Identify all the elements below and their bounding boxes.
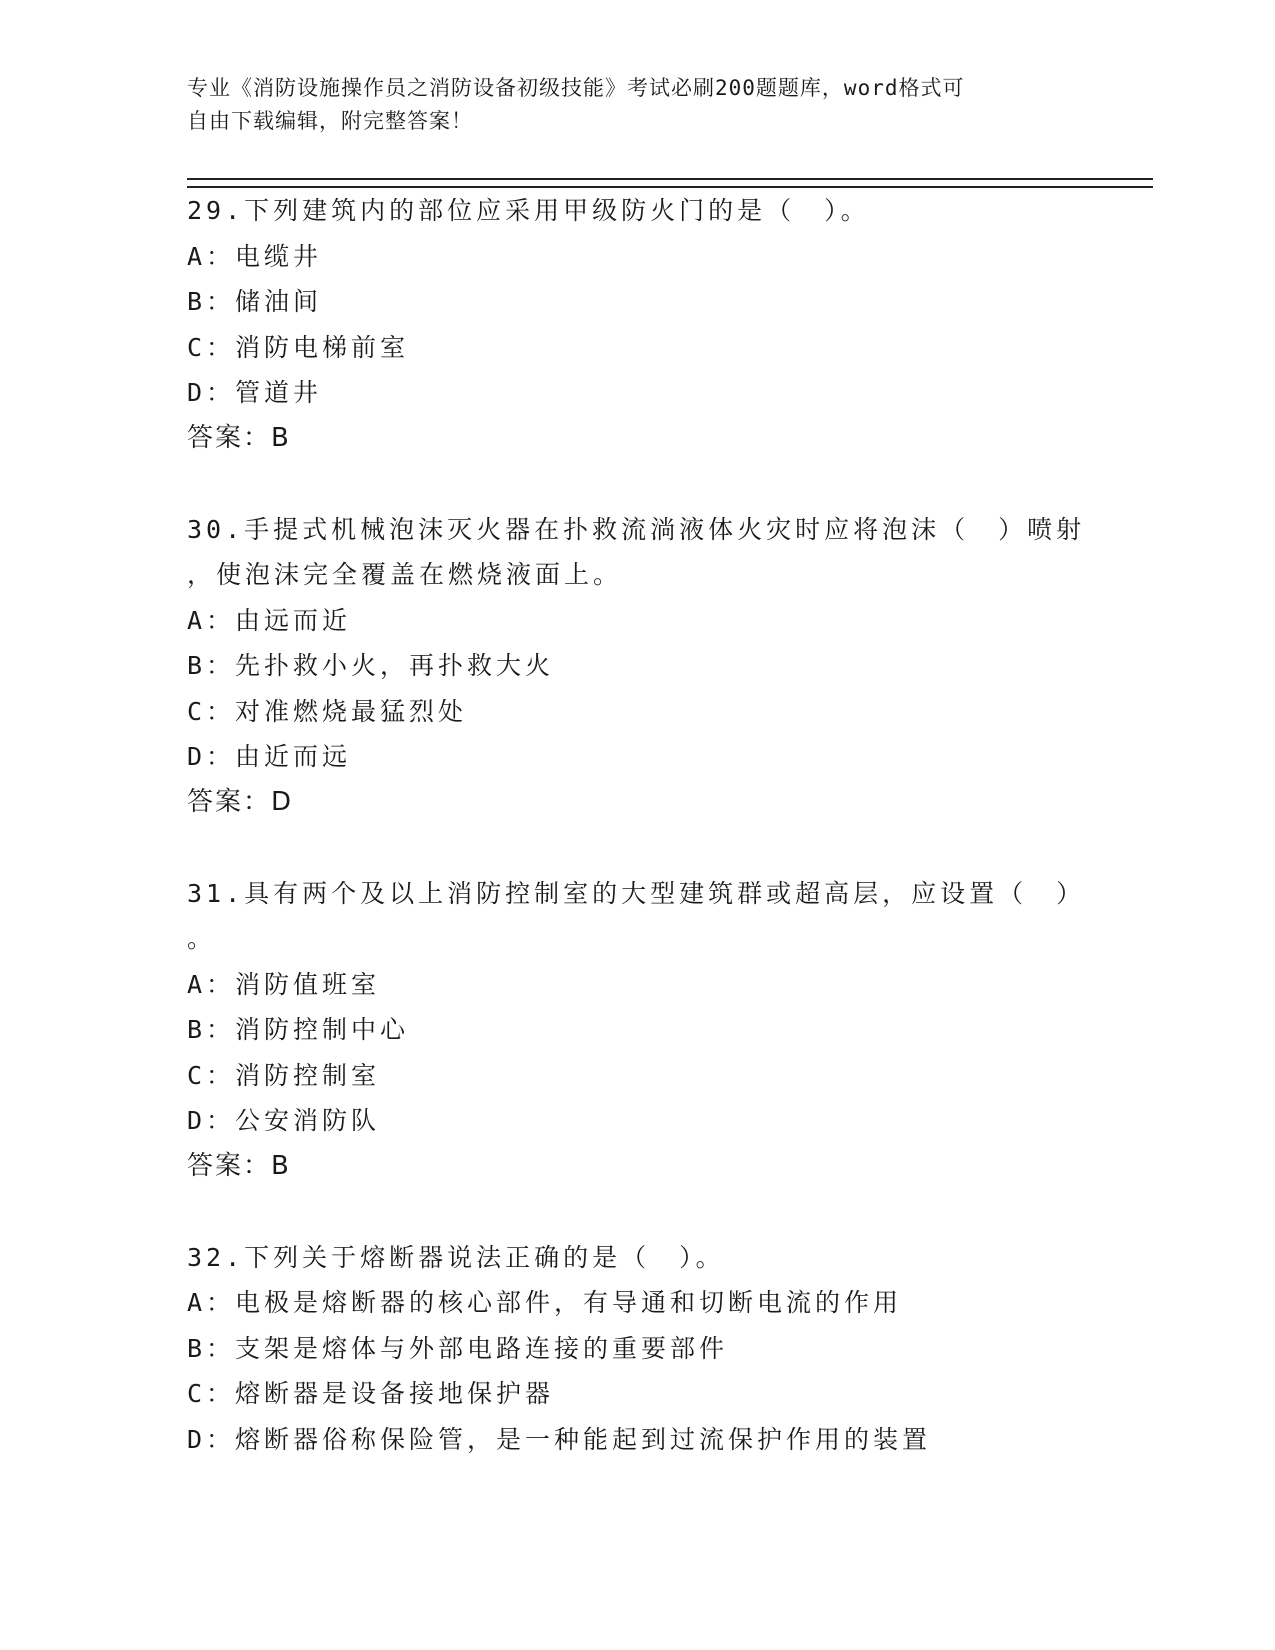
question-stem: 32.下列关于熔断器说法正确的是（ ）。 bbox=[187, 1242, 725, 1272]
document-header bbox=[187, 72, 1067, 138]
option-b: B：支架是熔体与外部电路连接的重要部件 bbox=[187, 1333, 729, 1363]
question-stem-continued: 。 bbox=[187, 924, 217, 953]
header-line-2: 自由下载编辑，附完整答案！ bbox=[187, 109, 473, 133]
option-d: D：由近而远 bbox=[187, 742, 352, 771]
option-b: B：先扑救小火，再扑救大火 bbox=[187, 651, 555, 680]
question-29 bbox=[187, 188, 1087, 461]
question-31 bbox=[187, 871, 1087, 1190]
answer: 答案：B bbox=[187, 1150, 291, 1181]
option-d: D：管道井 bbox=[187, 378, 323, 407]
question-30 bbox=[187, 507, 1087, 826]
answer: 答案：B bbox=[187, 422, 291, 453]
question-stem-continued: ，使泡沫完全覆盖在燃烧液面上。 bbox=[187, 560, 623, 589]
option-a: A：电缆井 bbox=[187, 241, 323, 271]
option-b: B：储油间 bbox=[187, 287, 323, 316]
question-stem: 30.手提式机械泡沫灭火器在扑救流淌液体火灾时应将泡沫（ ）喷射 bbox=[187, 514, 1086, 544]
question-stem: 31.具有两个及以上消防控制室的大型建筑群或超高层，应设置（ ） bbox=[187, 878, 1086, 908]
option-b: B：消防控制中心 bbox=[187, 1015, 410, 1044]
question-spacer bbox=[187, 825, 1087, 871]
option-a: A：由远而近 bbox=[187, 605, 352, 635]
option-a: A：消防值班室 bbox=[187, 969, 381, 999]
question-spacer bbox=[187, 1189, 1087, 1235]
question-spacer bbox=[187, 461, 1087, 507]
option-a: A：电极是熔断器的核心部件，有导通和切断电流的作用 bbox=[187, 1288, 903, 1317]
question-32 bbox=[187, 1235, 1087, 1463]
option-c: C：消防控制室 bbox=[187, 1060, 381, 1090]
header-divider bbox=[187, 178, 1153, 188]
question-list bbox=[187, 188, 1087, 1462]
option-d: D：熔断器俗称保险管，是一种能起到过流保护作用的装置 bbox=[187, 1424, 932, 1454]
option-c: C：对准燃烧最猛烈处 bbox=[187, 696, 468, 726]
header-line-1: 专业《消防设施操作员之消防设备初级技能》考试必刷200题题库，word格式可 bbox=[187, 76, 965, 100]
answer: 答案：D bbox=[187, 786, 294, 817]
option-c: C：熔断器是设备接地保护器 bbox=[187, 1379, 555, 1408]
option-c: C：消防电梯前室 bbox=[187, 332, 410, 362]
option-d: D：公安消防队 bbox=[187, 1106, 381, 1135]
question-stem: 29.下列建筑内的部位应采用甲级防火门的是（ ）。 bbox=[187, 196, 870, 225]
